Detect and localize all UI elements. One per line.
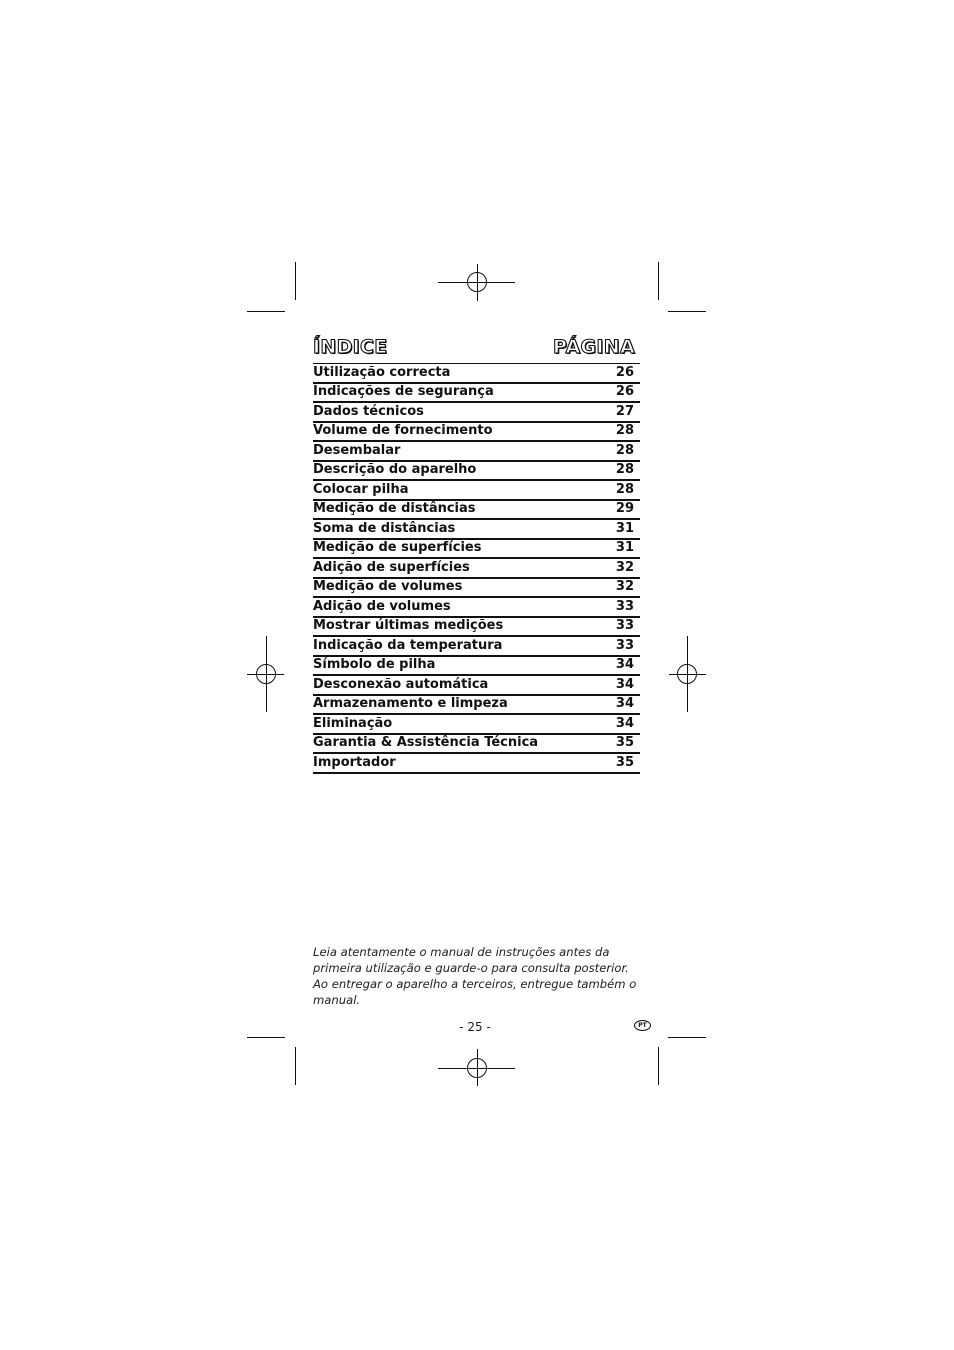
toc-entry-page: 28	[615, 481, 634, 497]
toc-entry-label: Medição de volumes	[313, 579, 463, 594]
toc-entry-label: Utilização correcta	[313, 364, 451, 380]
toc-entry-page: 32	[615, 559, 634, 575]
toc-entry	[313, 754, 640, 774]
page-number: - 25 -	[459, 1020, 491, 1034]
toc-entry	[313, 384, 640, 404]
crop-mark	[658, 1047, 659, 1085]
toc-entry-page: 28	[615, 442, 634, 458]
toc-entry-page: 26	[615, 384, 634, 399]
toc-entry-label: Garantia & Assistência Técnica	[313, 735, 539, 750]
toc-entry-page: 29	[615, 501, 634, 516]
toc-entry-page: 33	[615, 618, 634, 633]
toc-entry	[313, 364, 640, 384]
toc-entry-label: Desembalar	[313, 442, 401, 458]
toc-entry-label: Indicação da temperatura	[313, 637, 503, 653]
toc-heading	[313, 330, 635, 358]
crop-mark	[668, 1037, 706, 1038]
registration-target-icon	[467, 272, 487, 292]
toc-entry	[313, 676, 640, 696]
crop-mark	[247, 311, 285, 312]
registration-target-icon	[256, 664, 276, 684]
toc-entry	[313, 520, 640, 540]
toc-entry	[313, 559, 640, 579]
toc-entry-page: 33	[615, 598, 634, 614]
toc-entry-label: Medição de superfícies	[313, 540, 482, 555]
toc-entry	[313, 501, 640, 521]
toc-entry	[313, 403, 640, 423]
toc-entry-label: Dados técnicos	[313, 403, 424, 419]
toc-entry-label: Adição de volumes	[313, 598, 451, 614]
toc-entry	[313, 579, 640, 599]
toc-entry	[313, 657, 640, 677]
toc-entry-label: Indicações de segurança	[313, 384, 494, 399]
toc-entry-page: 34	[615, 657, 634, 672]
toc-entry-label: Símbolo de pilha	[313, 657, 436, 672]
toc-list	[313, 363, 640, 774]
toc-entry-label: Armazenamento e limpeza	[313, 696, 508, 711]
toc-title: ÍNDICE	[313, 336, 388, 358]
toc-page-header: PÁGINA	[553, 336, 635, 358]
toc-entry-page: 33	[615, 637, 634, 653]
toc-entry-page: 31	[615, 540, 634, 555]
toc-entry	[313, 637, 640, 657]
toc-entry-page: 34	[615, 696, 634, 711]
toc-entry-label: Desconexão automática	[313, 676, 489, 692]
toc-entry-page: 34	[615, 676, 634, 692]
toc-entry-label: Colocar pilha	[313, 481, 409, 497]
toc-entry	[313, 598, 640, 618]
toc-entry-page: 35	[615, 735, 634, 750]
toc-entry-page: 32	[615, 579, 634, 594]
toc-entry-page: 27	[615, 403, 634, 419]
toc-entry	[313, 618, 640, 638]
crop-mark	[658, 262, 659, 300]
toc-entry-label: Medição de distâncias	[313, 501, 476, 516]
toc-entry-label: Importador	[313, 754, 396, 770]
toc-entry	[313, 540, 640, 560]
toc-entry-page: 35	[615, 754, 634, 770]
toc-entry	[313, 423, 640, 443]
toc-entry-page: 31	[615, 520, 634, 536]
toc-entry-page: 26	[615, 364, 634, 380]
toc-entry-label: Mostrar últimas medições	[313, 618, 504, 633]
toc-entry	[313, 696, 640, 716]
instructions-note: Leia atentamente o manual de instruções antes da primeira utilização e guarde-o para consulta posterior. Ao entregar o aparelho a terceiros, entregue também o manual.	[313, 945, 637, 1007]
language-badge: PT	[634, 1020, 651, 1031]
toc-entry-label: Soma de distâncias	[313, 520, 456, 536]
toc-entry	[313, 715, 640, 735]
toc-entry-label: Eliminação	[313, 715, 393, 731]
toc-entry-page: 28	[615, 462, 634, 477]
crop-mark	[295, 1047, 296, 1085]
toc-entry-page: 28	[615, 423, 634, 438]
toc-entry	[313, 481, 640, 501]
toc-entry-label: Descrição do aparelho	[313, 462, 477, 477]
toc-entry	[313, 442, 640, 462]
toc-entry-page: 34	[615, 715, 634, 731]
toc-entry-label: Volume de fornecimento	[313, 423, 493, 438]
toc-entry	[313, 462, 640, 482]
registration-target-icon	[677, 664, 697, 684]
crop-mark	[668, 311, 706, 312]
toc-entry-label: Adição de superfícies	[313, 559, 470, 575]
crop-mark	[295, 262, 296, 300]
crop-mark	[247, 1037, 285, 1038]
toc-entry	[313, 735, 640, 755]
registration-target-icon	[467, 1058, 487, 1078]
